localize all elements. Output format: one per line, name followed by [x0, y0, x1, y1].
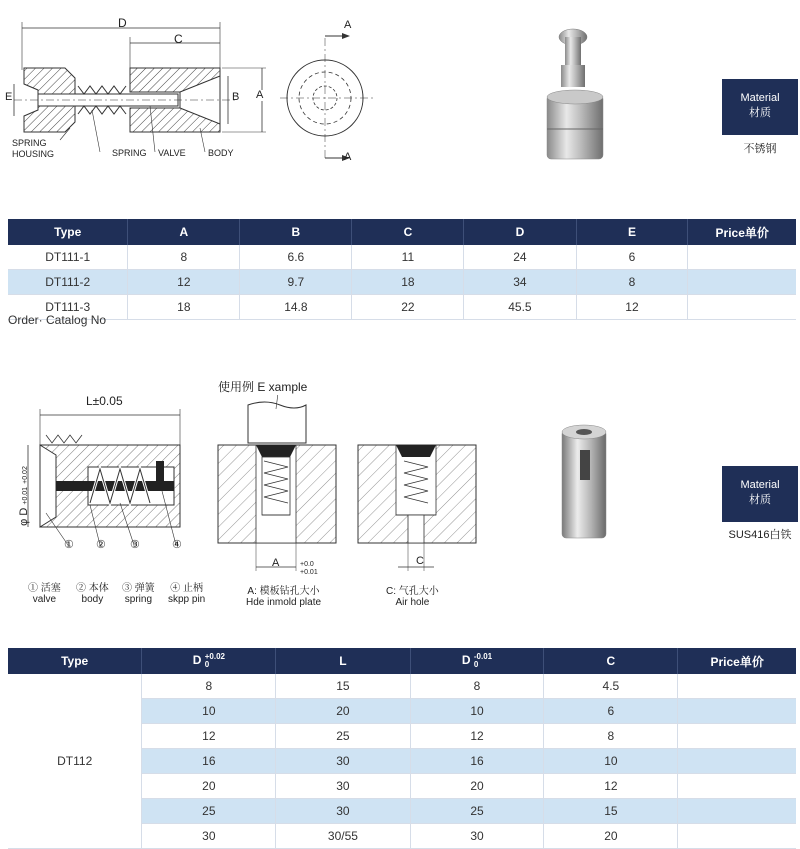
- legend-valve: [28, 583, 61, 605]
- cell-c: 15: [544, 799, 678, 824]
- cell-l: 25: [276, 724, 410, 749]
- example-a-caption-en: Hde inmold plate: [246, 597, 322, 608]
- header-d-tol: [205, 653, 225, 669]
- cell-price: [678, 799, 796, 824]
- legend-cn: 止柄: [183, 583, 204, 594]
- dt111-spec-table: [8, 219, 796, 320]
- cell-d: 45.5: [464, 295, 576, 320]
- example-a-dim: A: [272, 557, 280, 569]
- cell-b: 6.6: [240, 245, 352, 270]
- material-label-box: [722, 79, 798, 135]
- spring-label: SPRING: [112, 148, 147, 158]
- material-label-box: [722, 466, 798, 522]
- body-label: BODY: [208, 148, 234, 158]
- material-label-en: Material: [740, 92, 780, 104]
- cell-l: 30/55: [276, 824, 410, 849]
- tol-upper: +0.02: [204, 652, 225, 661]
- cell-d2: 16: [410, 749, 544, 774]
- cell-price: [678, 674, 796, 699]
- cell-d1: 30: [142, 824, 276, 849]
- table-row: [8, 270, 796, 295]
- header-type: Type: [8, 219, 128, 245]
- cell-a: 8: [128, 245, 240, 270]
- cell-d1: 16: [142, 749, 276, 774]
- tol-upper: -0.01: [473, 652, 493, 661]
- cell-c: 12: [544, 774, 678, 799]
- tol-lower: 0: [204, 660, 210, 669]
- cell-type: DT111-1: [8, 245, 128, 270]
- cell-price: [678, 724, 796, 749]
- cell-price: [688, 270, 796, 295]
- header-type: Type: [8, 648, 142, 674]
- cell-d1: 12: [142, 724, 276, 749]
- header-l: L: [276, 648, 410, 674]
- cell-d2: 30: [410, 824, 544, 849]
- callout-3: ③: [130, 539, 140, 551]
- table-header-row: [8, 219, 796, 245]
- legend-en: body: [81, 594, 104, 605]
- dim-phi-d-label: [18, 466, 30, 526]
- cell-l: 15: [276, 674, 410, 699]
- legend-body: [76, 583, 109, 605]
- callout-1: ①: [64, 539, 74, 551]
- cell-price: [678, 824, 796, 849]
- cell-c: 6: [544, 699, 678, 724]
- dt112-spec-table: [8, 648, 796, 849]
- header-d-tol: [474, 653, 492, 669]
- cell-d1: 25: [142, 799, 276, 824]
- cell-price: [678, 699, 796, 724]
- material-value: 不锈钢: [743, 143, 777, 155]
- order-note: Order· Catalog No: [8, 313, 107, 327]
- usage-example-drawings: [210, 395, 490, 580]
- header-d-tolerance-plus: [142, 648, 276, 674]
- cell-type: DT111-3: [8, 295, 128, 320]
- phi-d-tol-lower: +0.02: [21, 466, 29, 484]
- phi-d-tol-upper: +0.01: [21, 486, 29, 505]
- cell-price: [678, 774, 796, 799]
- header-a: A: [128, 219, 240, 245]
- cell-c: 22: [352, 295, 464, 320]
- valve-label: VALVE: [158, 148, 186, 158]
- header-d-tolerance-minus: [410, 648, 544, 674]
- example-a-tol: [300, 561, 318, 577]
- cell-d1: 10: [142, 699, 276, 724]
- legend-en: valve: [32, 594, 57, 605]
- legend-num: ②: [76, 583, 86, 594]
- cell-c: 18: [352, 270, 464, 295]
- legend-cn: 弹簧: [134, 583, 155, 594]
- material-label-en: Material: [740, 479, 780, 491]
- dim-e-label: E: [5, 91, 13, 103]
- dt111-front-view-drawing: [280, 18, 380, 168]
- cell-a: 12: [128, 270, 240, 295]
- cell-type: DT112: [8, 674, 142, 849]
- table-row: [8, 295, 796, 320]
- cell-e: 6: [576, 245, 688, 270]
- example-a-caption: [246, 586, 321, 608]
- header-d-symbol: D: [461, 653, 471, 668]
- material-label-cn: 材质: [749, 107, 771, 119]
- legend-num: ③: [122, 583, 132, 594]
- example-a-tol-lower: +0.01: [300, 569, 318, 576]
- spring-housing-label: SPRING HOUSING: [12, 138, 55, 159]
- header-price: Price单价: [688, 219, 796, 245]
- material-label-cn: 材质: [749, 494, 771, 506]
- cell-d2: 12: [410, 724, 544, 749]
- callout-4: ④: [172, 539, 182, 551]
- dt112-product-photo: [548, 420, 618, 545]
- cell-d1: 8: [142, 674, 276, 699]
- dt111-product-photo: [535, 25, 615, 165]
- cell-c: 10: [544, 749, 678, 774]
- cell-l: 20: [276, 699, 410, 724]
- cell-e: 12: [576, 295, 688, 320]
- cell-d1: 20: [142, 774, 276, 799]
- usage-example-title: 使用例 E xample: [218, 380, 308, 394]
- cell-d2: 25: [410, 799, 544, 824]
- cell-a: 18: [128, 295, 240, 320]
- legend-skpp-pin: [168, 583, 205, 605]
- cell-l: 30: [276, 749, 410, 774]
- tol-lower: 0: [473, 660, 479, 669]
- table-header-row: [8, 648, 796, 674]
- dt112-cross-section-drawing: [0, 405, 200, 555]
- cell-price: [688, 295, 796, 320]
- header-b: B: [240, 219, 352, 245]
- dim-b-label: B: [232, 91, 240, 103]
- cell-type: DT111-2: [8, 270, 128, 295]
- header-e: E: [576, 219, 688, 245]
- cell-d: 34: [464, 270, 576, 295]
- dim-a-label: A: [256, 89, 264, 101]
- example-c-dim: C: [416, 555, 424, 567]
- header-c: C: [544, 648, 678, 674]
- cell-price: [678, 749, 796, 774]
- cell-d: 24: [464, 245, 576, 270]
- table-row: [8, 245, 796, 270]
- cell-d2: 10: [410, 699, 544, 724]
- legend-en: skpp pin: [168, 594, 206, 605]
- cell-price: [688, 245, 796, 270]
- cell-c: 8: [544, 724, 678, 749]
- example-c-caption-en: Air hole: [395, 597, 430, 608]
- legend-spring: [122, 583, 155, 605]
- section-a-top-label: A: [344, 19, 352, 31]
- example-a-caption-cn: A: 模板钻孔大小: [247, 586, 320, 597]
- legend-num: ④: [170, 583, 181, 594]
- cell-e: 8: [576, 270, 688, 295]
- legend-num: ①: [28, 583, 38, 594]
- example-c-caption: [386, 586, 439, 608]
- example-a-tol-upper: +0.0: [300, 561, 314, 568]
- header-c: C: [352, 219, 464, 245]
- section-a-bottom-label: A: [344, 151, 352, 163]
- dim-d-label: D: [118, 16, 127, 30]
- cell-c: 11: [352, 245, 464, 270]
- legend-cn: 活塞: [40, 583, 61, 594]
- example-c-caption-cn: C: 气孔大小: [386, 586, 439, 597]
- cell-c: 4.5: [544, 674, 678, 699]
- header-d-symbol: D: [192, 653, 202, 668]
- cell-b: 14.8: [240, 295, 352, 320]
- callout-2: ②: [96, 539, 106, 551]
- table-row: [8, 674, 796, 699]
- dim-l-label: L±0.05: [86, 394, 123, 408]
- legend-cn: 本体: [88, 583, 109, 594]
- header-price: Price单价: [678, 648, 796, 674]
- cell-b: 9.7: [240, 270, 352, 295]
- dim-c-label: C: [174, 32, 183, 46]
- cell-d2: 20: [410, 774, 544, 799]
- cell-c: 20: [544, 824, 678, 849]
- header-d: D: [464, 219, 576, 245]
- cell-l: 30: [276, 799, 410, 824]
- phi-d-text: φ D: [17, 507, 30, 526]
- material-value: SUS416白铁: [728, 529, 792, 541]
- legend-en: spring: [124, 594, 153, 605]
- cell-d2: 8: [410, 674, 544, 699]
- cell-l: 30: [276, 774, 410, 799]
